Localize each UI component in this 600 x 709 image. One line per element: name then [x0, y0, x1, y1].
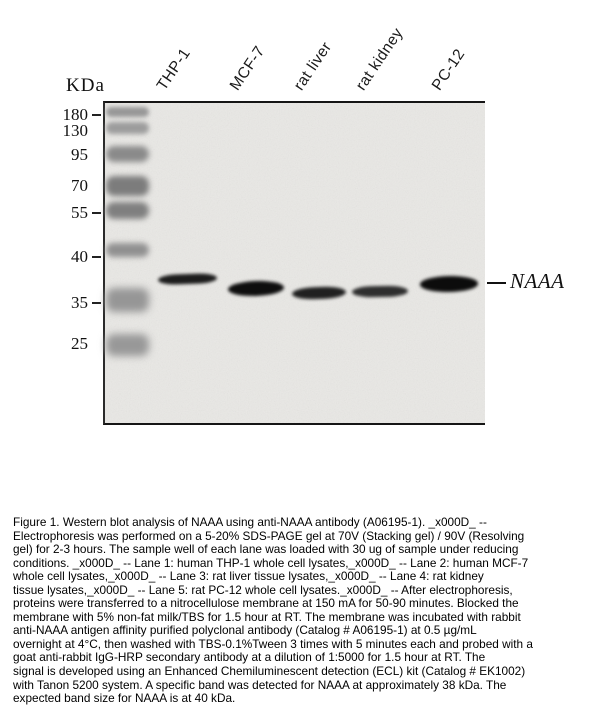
- caption-line: proteins were transferred to a nitrocellulose membrane at 150 mA for 50-90 minutes. Blocked the: [13, 596, 519, 611]
- ladder-band: [106, 122, 149, 134]
- caption-line: signal is developed using an Enhanced Chemiluminescent detection (ECL) kit (Catalog # EK1002): [13, 664, 526, 679]
- caption-line: conditions. _x000D_ -- Lane 1: human THP-1 whole cell lysates,_x000D_ -- Lane 2: human MCF-7: [13, 555, 529, 570]
- ladder-marker-tick: [92, 256, 101, 258]
- lane-label-4: rat kidney: [352, 25, 407, 94]
- blot-noise-texture: [105, 103, 485, 423]
- ladder-marker-label: 95: [71, 145, 88, 164]
- caption-line: membrane with 5% non-fat milk/TBS for 1.5 hour at RT. The membrane was incubated with rabbit: [13, 609, 521, 624]
- caption-line: anti-NAAA antigen affinity purified polyclonal antibody (Catalog # A06195-1) at 0.5 µg/mL: [13, 623, 477, 638]
- caption-line: goat anti-rabbit IgG-HRP secondary antibody at a dilution of 1:5000 for 1.5 hour at RT. The: [13, 650, 486, 665]
- caption-line: overnight at 4°C, then washed with TBS-0.1%Tween 3 times with 5 minutes each and probed with a: [13, 636, 533, 651]
- caption-line: Figure 1. Western blot analysis of NAAA using anti-NAAA antibody (A06195-1). _x000D_ --: [13, 515, 487, 529]
- caption-line: whole cell lysates,_x000D_ -- Lane 3: rat liver tissue lysates,_x000D_ -- Lane 4: rat kidney: [13, 569, 484, 584]
- ladder-marker-label: 40: [71, 247, 88, 266]
- ladder-band: [106, 243, 149, 257]
- lane-label-3: rat liver: [290, 38, 336, 94]
- kda-unit-label: KDa: [66, 75, 105, 96]
- caption-line: gel) for 2-3 hours. The sample well of each lane was loaded with 30 ug of sample under reducing: [13, 542, 519, 557]
- ladder-band: [106, 176, 149, 196]
- lane-label-2: MCF-7: [226, 43, 269, 94]
- ladder-band: [106, 202, 149, 219]
- ladder-marker-label: 130: [62, 121, 88, 140]
- ladder-marker-label: 25: [71, 334, 88, 353]
- band-annotation-label: NAAA: [510, 269, 565, 293]
- ladder-marker-label: 70: [71, 176, 88, 195]
- caption-line: tissue lysates,_x000D_ -- Lane 5: rat PC-12 whole cell lysates._x000D_ -- After electrophoresis,: [13, 582, 513, 597]
- ladder-marker-tick: [92, 212, 101, 214]
- ladder-marker-tick: [92, 302, 101, 304]
- ladder-marker-label: 180: [62, 105, 88, 124]
- ladder-band: [106, 146, 149, 162]
- ladder-band: [106, 334, 149, 356]
- caption-line: Electrophoresis was performed on a 5-20% SDS-PAGE gel at 70V (Stacking gel) / 90V (Resolving: [13, 528, 525, 543]
- caption-line: with Tanon 5200 system. A specific band was detected for NAAA at approximately 38 kDa. The: [13, 677, 507, 692]
- ladder-band: [106, 288, 149, 312]
- band-pointer-line: [487, 282, 506, 284]
- caption-line: expected band size for NAAA is at 40 kDa.: [13, 691, 236, 706]
- ladder-marker-label: 35: [71, 293, 88, 312]
- ladder-band: [106, 107, 149, 117]
- figure-caption: [13, 516, 593, 706]
- ladder-marker-tick: [92, 114, 101, 116]
- blot-membrane: [103, 101, 485, 425]
- ladder-marker-label: 55: [71, 203, 88, 222]
- lane-label-5: PC-12: [428, 45, 469, 94]
- lane-label-1: THP-1: [153, 45, 194, 94]
